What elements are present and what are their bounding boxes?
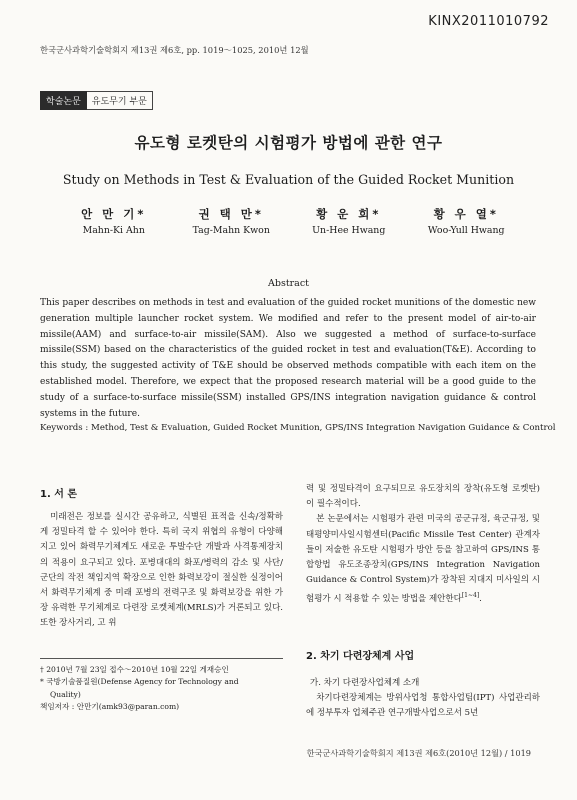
footnotes (40, 664, 286, 714)
author (55, 206, 173, 236)
author-name-english: Tag-Mahn Kwon (192, 225, 270, 236)
abstract-heading: Abstract (268, 278, 309, 289)
article-type-badge (40, 91, 153, 110)
footnote-affiliation-cont: Quality) (50, 689, 81, 699)
document-id: KINX2011010792 (428, 14, 549, 29)
author-list (55, 206, 525, 236)
section-heading-introduction: 1. 서 론 (40, 489, 78, 500)
purpose-paragraph (306, 512, 540, 607)
article-type-label: 학술논문 (40, 91, 87, 110)
footnote-divider (40, 658, 283, 659)
author-name-korean: 권 택 만* (198, 207, 264, 221)
subsection-heading: 가. 차기 다련장사업체계 소개 (310, 678, 420, 688)
abstract-body: This paper describes on methods in test and evaluation of the guided rocket munitions of the domestic new generation multiple launcher rocket system. We modified and refer to the present model of air-to-air missile(AAM) and surface-to-air missile(SAM). Also we suggested a method of surface-to-surface missile(SSM) based on the characteristics of the guided rocket in test and evaluation(T&E). According to this study, the suggested activity of T&E should be observed methods compatible with each item on the established model. Therefore, we expect that the proposed research material will be a good guide to the study of a surface-to-surface missile(SSM) installed GPS/INS integration navigation guidance & control systems in the future. (40, 298, 536, 419)
right-column (306, 482, 540, 607)
continued-paragraph: 력 및 정밀타격이 요구되므로 유도장치의 장착(유도형 로켓탄)이 필수적이다. (306, 484, 540, 510)
author (173, 206, 291, 236)
author (408, 206, 526, 236)
article-category-label: 유도무기 부문 (87, 91, 153, 110)
author-name-english: Un-Hee Hwang (312, 225, 386, 236)
section-heading-mrls: 2. 차기 다련장체계 사업 (306, 651, 415, 662)
author-name-korean: 황 우 열* (433, 207, 499, 221)
keywords: Keywords : Method, Test & Evaluation, Guided Rocket Munition, GPS/INS Integration Navigation Guidance & Control (40, 423, 556, 433)
title-english: Study on Methods in Test & Evaluation of the Guided Rocket Munition (62, 172, 515, 187)
author (290, 206, 408, 236)
author-name-english: Woo-Yull Hwang (427, 225, 505, 236)
intro-column (40, 510, 283, 632)
running-head: 한국군사과학기술학회지 제13권 제6호, pp. 1019～1025, 2010년 12월 (40, 45, 309, 55)
mrls-column (306, 691, 540, 721)
author-name-korean: 황 운 희* (316, 207, 382, 221)
mrls-paragraph: 차기다련장체계는 방위사업청 통합사업팀(IPT) 사업관리하에 정부투자 업체주관 연구개발사업으로서 5년 (306, 693, 540, 719)
footnote-received: † 2010년 7월 23일 접수～2010년 10월 22일 게재승인 (40, 665, 229, 674)
author-name-english: Mahn-Ki Ahn (82, 225, 145, 236)
footnote-affiliation: * 국방기술품질원(Defense Agency for Technology and (40, 677, 239, 687)
author-name-korean: 안 만 기* (81, 207, 147, 221)
title-korean: 유도형 로켓탄의 시험평가 방법에 관한 연구 (134, 134, 443, 152)
intro-paragraph: 미래전은 정보를 실시간 공유하고, 식별된 표적을 신속/정확하게 정밀타격 할 수 있어야 한다. 특히 국지 위협의 유형이 다양해지고 있어 화력무기체계도 새로운 투발수단 개발과 사격통제장치의 적용이 요구되고 있다. 포병대대의 화포/병력의 감소 및 사단/군단의 작전 책임지역 확장으로 인한 화력보강이 절실한 실정이어서 화력무기체계 중 미래 포병의 전력구조 및 화력보강을 위한 가장 유력한 무기체계로 다련장 로켓체계(MRLS)가 거론되고 있다. 또한 장사거리, 고 위 (40, 512, 283, 629)
page-footer: 한국군사과학기술학회지 제13권 제6호(2010년 12월) / 1019 (306, 748, 531, 758)
purpose-end: . (479, 594, 482, 605)
footnote-corresponding-author: 책임저자 : 안만기(amk93@paran.com) (40, 702, 180, 712)
citation-ref: [1~4] (461, 592, 480, 600)
purpose-text: 본 논문에서는 시험평가 관련 미국의 공군규정, 육군규정, 및 태평양미사일시험센터(Pacific Missile Test Center) 관계자들이 저술한 유도탄 시험평가 방안 등을 참고하여 GPS/INS 통합항법 유도조종장치(GPS/INS Integration Navigation Guidance & Control System)가 장착된 지대지 미사일의 시험평가 시 적용할 수 있는 방법을 제안한다 (306, 514, 540, 605)
